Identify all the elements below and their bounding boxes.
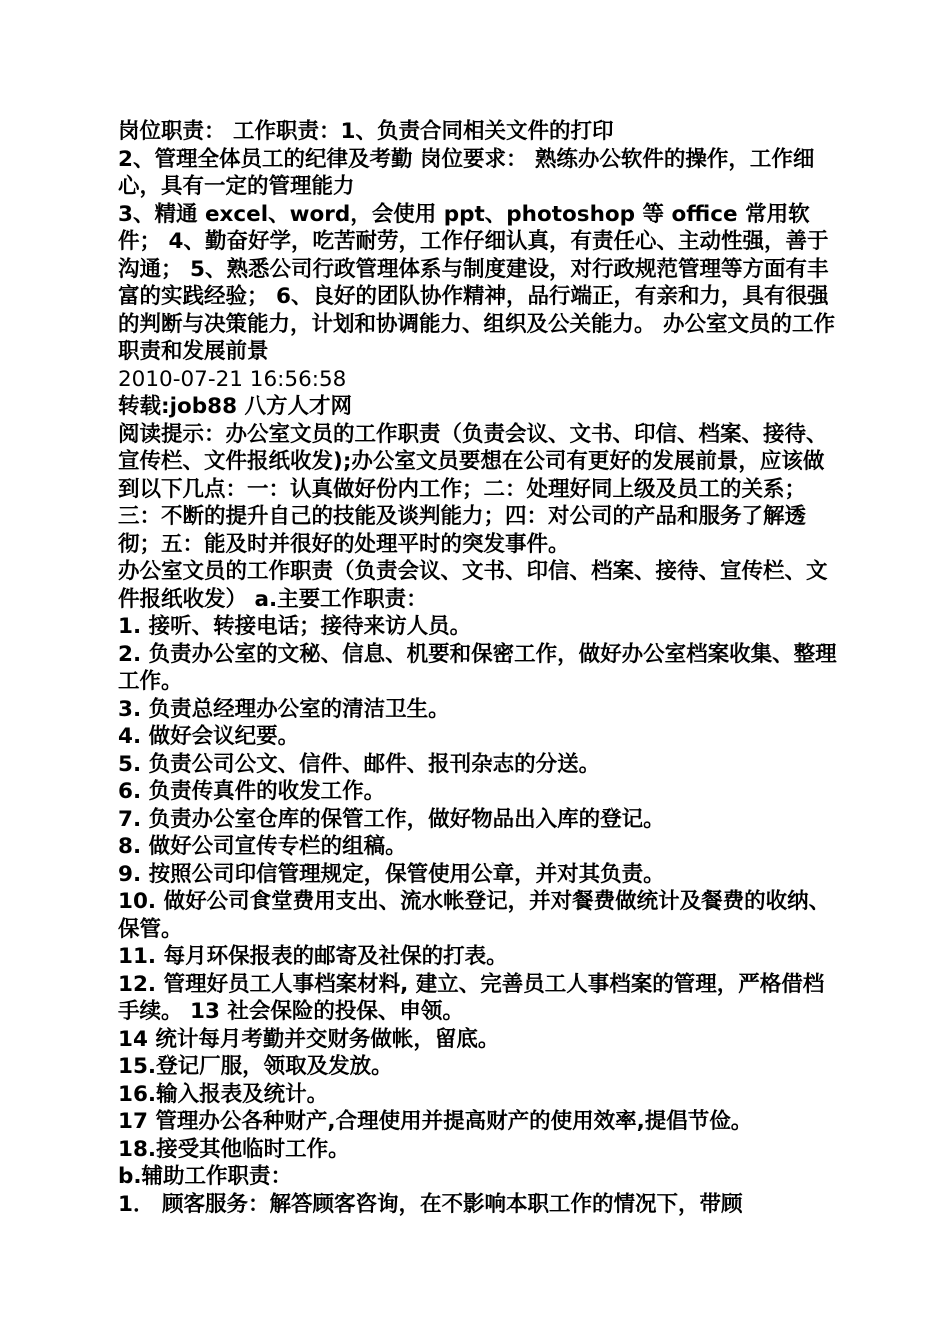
list-item: 8. 做好公司宣传专栏的组稿。 xyxy=(118,834,407,859)
list-item: 7. 负责办公室仓库的保管工作，做好物品出入库的登记。 xyxy=(118,806,665,832)
list-item: 2. 负责办公室的文秘、信息、机要和保密工作，做好办公室档案收集、整理工作。 xyxy=(118,641,837,694)
document-body xyxy=(118,118,838,1218)
paragraph-reading-tip: 阅读提示：办公室文员的工作职责（负责会议、文书、印信、档案、接待、宣传栏、文件报纸收发);办公室文员要想在公司有更好的发展前景，应该做到以下几点：一：认真做好份内工作；二：处理好同上级及员工的关系；三：不断的提升自己的技能及谈判能力；四：对公司的产品和服务了解透彻；五：能及时并很好的处理平时的突发事件。 xyxy=(118,421,828,557)
paragraph-aux-duties-heading: b.辅助工作职责： xyxy=(118,1164,293,1189)
list-item: 11. 每月环保报表的邮寄及社保的打表。 xyxy=(118,944,508,969)
list-item: 6. 负责传真件的收发工作。 xyxy=(118,779,386,804)
paragraph-skills: 3、精通 excel、word，会使用 ppt、photoshop 等 office 常用软件； 4、勤奋好学，吃苦耐劳，工作仔细认真，有责任心、主动性强，善于沟通； 5、熟悉公司行政管理体系与制度建设，对行政规范管理等方面有丰富的实践经验； 6、良好的团队协作精神，品行端正，有亲和力，具有很强的判断与决策能力，计划和协调能力、组织及公关能力。 办公室文员的工作职责和发展前景 xyxy=(118,201,835,364)
list-item: 12. 管理好员工人事档案材料, 建立、完善员工人事档案的管理，严格借档手续。 13 社会保险的投保、申领。 xyxy=(118,971,825,1024)
paragraph-source: 转载:job88 八方人才网 xyxy=(118,394,353,419)
list-item: 10. 做好公司食堂费用支出、流水帐登记，并对餐费做统计及餐费的收纳、保管。 xyxy=(118,889,831,942)
list-item: 4. 做好会议纪要。 xyxy=(118,724,300,749)
list-item: 1． 顾客服务：解答顾客咨询，在不影响本职工作的情况下，带顾 xyxy=(118,1191,743,1217)
paragraph-date: 2010-07-21 16:56:58 xyxy=(118,366,347,392)
paragraph-job-duties: 岗位职责： 工作职责：1、负责合同相关文件的打印 xyxy=(118,119,614,144)
paragraph-requirements: 2、管理全体员工的纪律及考勤 岗位要求： 熟练办公软件的操作，工作细心，具有一定的管理能力 xyxy=(118,146,815,199)
list-item: 3. 负责总经理办公室的清洁卫生。 xyxy=(118,696,450,722)
list-item: 14 统计每月考勤并交财务做帐，留底。 xyxy=(118,1026,500,1052)
paragraph-main-duties-heading: 办公室文员的工作职责（负责会议、文书、印信、档案、接待、宣传栏、文件报纸收发） a.主要工作职责： xyxy=(118,559,828,612)
list-item: 18.接受其他临时工作。 xyxy=(118,1136,350,1162)
list-item: 9. 按照公司印信管理规定，保管使用公章，并对其负责。 xyxy=(118,861,665,887)
list-item: 5. 负责公司公文、信件、邮件、报刊杂志的分送。 xyxy=(118,751,601,777)
list-item: 17 管理办公各种财产,合理使用并提高财产的使用效率,提倡节俭。 xyxy=(118,1109,753,1134)
list-item: 15.登记厂服，领取及发放。 xyxy=(118,1054,393,1079)
list-item: 16.输入报表及统计。 xyxy=(118,1081,329,1107)
list-item: 1. 接听、转接电话；接待来访人员。 xyxy=(118,614,472,639)
